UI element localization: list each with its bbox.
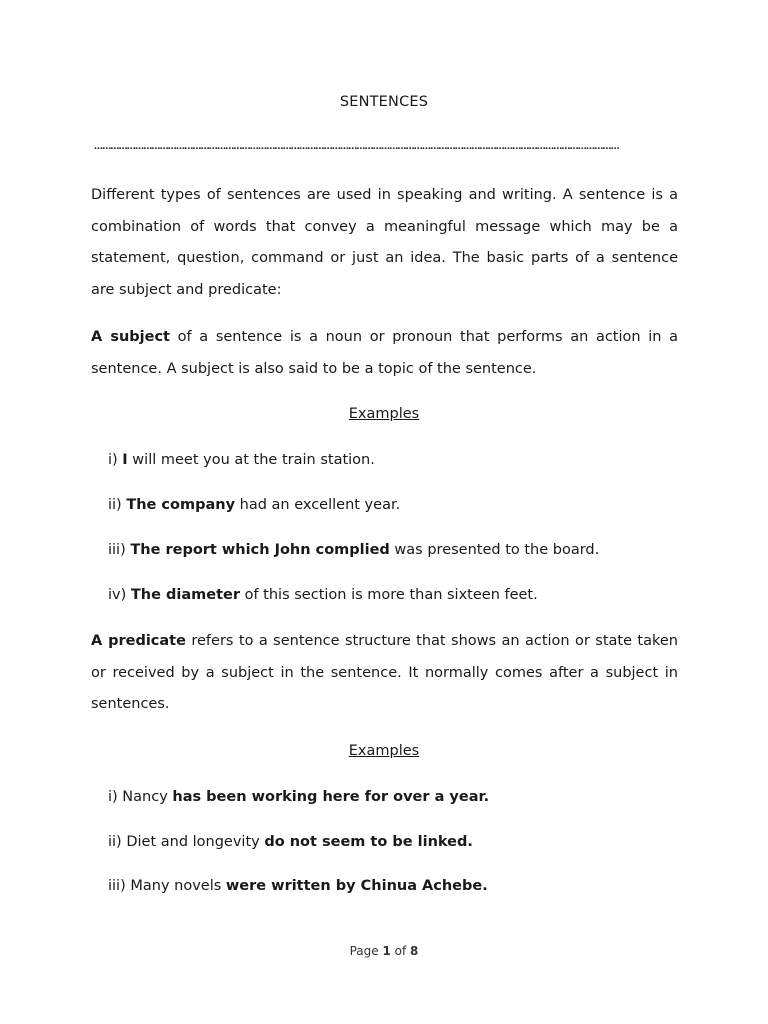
document-title: SENTENCES xyxy=(339,94,429,110)
subject-example: ii) The company had an excellent year. xyxy=(108,497,401,513)
subject-term: A subject xyxy=(91,329,170,345)
predicate-example: iii) Many novels were written by Chinua Achebe. xyxy=(108,878,488,894)
subject-examples-heading: Examples xyxy=(348,406,420,422)
subject-example: iv) The diameter of this section is more than sixteen feet. xyxy=(108,587,538,603)
predicate-example: ii) Diet and longevity do not seem to be linked. xyxy=(108,834,473,850)
predicate-definition xyxy=(91,626,678,721)
total-pages: 8 xyxy=(410,944,419,958)
predicate-term: A predicate xyxy=(91,633,186,649)
predicate-definition-text: refers to a sentence structure that shows an action or state taken or received by a subject in the sentence. It normally comes after a subject in sentences. xyxy=(91,633,678,712)
dotted-divider: ………………………………………………………………………………………………………………………………………………………………………… xyxy=(94,142,619,152)
subject-example: iii) The report which John complied was presented to the board. xyxy=(108,542,600,558)
predicate-examples-heading: Examples xyxy=(348,743,420,759)
subject-definition-text: of a sentence is a noun or pronoun that performs an action in a sentence. A subject is also said to be a topic of the sentence. xyxy=(91,329,678,377)
intro-paragraph: Different types of sentences are used in speaking and writing. A sentence is a combination of words that convey a meaningful message which may be a statement, question, command or just an idea. The basic parts of a sentence are subject and predicate: xyxy=(91,187,678,298)
subject-example: i) I will meet you at the train station. xyxy=(108,452,375,468)
predicate-example: i) Nancy has been working here for over a year. xyxy=(108,789,490,805)
subject-definition xyxy=(91,322,678,385)
page-number-footer: Page 1 of 8 xyxy=(349,944,419,958)
current-page: 1 xyxy=(382,944,391,958)
